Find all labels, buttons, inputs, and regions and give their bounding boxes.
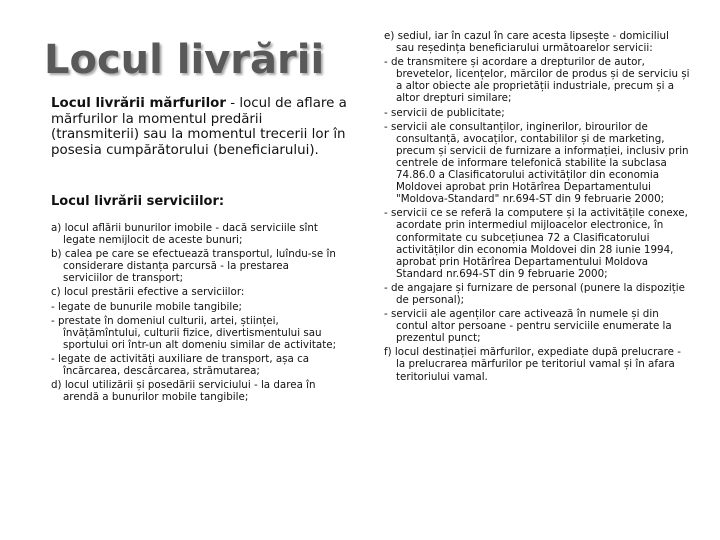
definition-term: Locul livrării mărfurilor [51,96,226,111]
definition-paragraph [51,96,351,158]
list-item: - de angajare și furnizare de personal (punere la dispoziție de personal); [384,281,685,306]
right-column-list [384,30,690,385]
services-heading: Locul livrării serviciilor: [51,194,225,209]
list-item: - servicii ale agenților care activează în numele și din contul altor persoane - pentru serviciile enumerate la prezentul punct; [384,308,672,345]
list-item: c) locul prestării efective a serviciilor: [51,286,245,299]
definition-text: - locul de aflare a mărfurilor la momentul predării (transmiterii) sau la momentul trecerii lor în posesia cumpărătorului (beneficiarului). [51,96,347,158]
list-item: d) locul utilizării și posedării serviciului - la darea în arendă a bunurilor mobile tangibile; [51,379,316,404]
list-item: e) sediul, iar în cazul în care acesta lipsește - domiciliul sau reședința beneficiarului următoarelor servicii: [384,30,669,55]
list-item: - de transmitere și acordare a drepturilor de autor, brevetelor, licențelor, mărcilor de produs și de serviciu și a altor obiecte ale proprietății industriale, precum și a altor drepturi similare; [384,56,690,105]
list-item: - servicii ale consultanților, inginerilor, birourilor de consultanță, avocaților, contabililor și de marketing, precum și servicii de furnizare a informației, inclusiv prin centrele de informare telefonică stabilite la subclasa 74.86.0 a Clasificatorului activităților din economia Moldovei aprobat prin Hotărîrea Departamentului "Moldova-Standard" nr.694-ST din 9 februarie 2000; [384,120,689,206]
list-item: a) locul aflării bunurilor imobile - dacă serviciile sînt legate nemijlocit de aceste bunuri; [51,222,318,247]
list-item: b) calea pe care se efectuează transportul, luîndu-se în considerare distanța parcursă - la prestarea serviciilor de transport; [51,248,336,285]
list-item: - legate de activități auxiliare de transport, așa ca încărcarea, descărcarea, strămutarea; [51,352,310,378]
list-item: - servicii de publicitate; [384,106,505,119]
list-item: - legate de bunurile mobile tangibile; [51,300,243,313]
slide-title: Locul livrării [44,37,325,83]
list-item: - servicii ce se referă la computere și la activitățile conexe, acordate prin intermediul mijloacelor electronice, în conformitate cu subcețiunea 72 a Clasificatorului activităților din economia Moldovei din 28 iunie 1994, aprobat prin Hotărîrea Departamentului Moldova Standard nr.694-ST din 9 februarie 2000; [384,207,688,280]
left-column-list [51,222,341,405]
list-item: f) locul destinației mărfurilor, expediate după prelucrare - la prelucrarea mărfurilor pe teritoriul vamal și în afara teritoriului vamal. [384,346,681,383]
list-item: - prestate în domeniul culturii, artei, științei, învățămîntului, culturii fizice, divertismentului sau sportului ori într-un alt domeniu similar de activitate; [51,314,337,351]
